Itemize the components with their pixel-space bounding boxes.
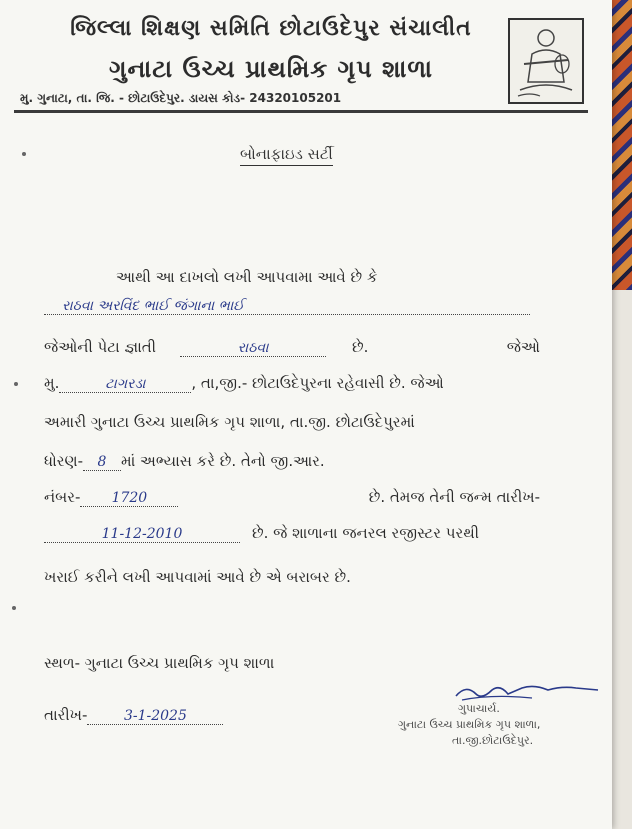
header-address: મુ. ગુનાટા, તા. જિ. - છોટાઉદેપુર. ડાયસ કોડ- 24320105201 (20, 91, 342, 105)
body-line-dob (44, 524, 540, 543)
village-suffix: , તા,જી.- છોટાઉદેપુરના રહેવાસી છે. જેઓ (191, 374, 444, 392)
header-committee: જિલ્લા શિક્ષણ સમિતિ છોટાઉદેપુર સંચાલીત (70, 16, 472, 41)
caste-line-end: જેઓ (506, 338, 540, 356)
caste-suffix: છે. (352, 338, 369, 356)
certificate-title: બોનાફાઇડ સર્ટી (240, 145, 333, 166)
standard-label: ધોરણ- (44, 452, 83, 470)
dob-suffix: છે. જે શાળાના જનરલ રજીસ્ટર પરથી (252, 524, 480, 542)
body-line-caste (44, 338, 540, 357)
paper-speck (12, 606, 16, 610)
body-line-intro (44, 268, 540, 286)
paper-speck (14, 382, 18, 386)
paper-speck (22, 152, 26, 156)
header-divider (14, 110, 588, 113)
caste-label: જેઓની પેટા જ્ઞાતી (44, 338, 157, 356)
standard-suffix: માં અભ્યાસ કરે છે. તેનો જી.આર. (121, 452, 325, 470)
village-value: ટાગરડા (59, 376, 191, 393)
body-line-name (44, 298, 540, 315)
dob-value: 11-12-2010 (44, 526, 240, 543)
closing-text: ખરાઈ કરીને લખી આપવામાં આવે છે એ બરાબર છે. (44, 568, 351, 586)
body-line-closing (44, 568, 540, 586)
intro-text: આથી આ દાખલો લખી આપવામા આવે છે કે (116, 268, 378, 286)
signature-school: ગુનાટા ઉચ્ચ પ્રાથમિક ગૃપ શાળા, (398, 718, 541, 731)
saraswati-logo (508, 18, 584, 104)
body-line-gr (44, 488, 540, 507)
header-school-name: ગુનાટા ઉચ્ચ પ્રાથમિક ગૃપ શાળા (108, 55, 433, 83)
saraswati-logo-icon (510, 20, 582, 102)
body-line-school (44, 413, 540, 431)
standard-value: 8 (83, 454, 121, 471)
school-text: અમારી ગુનાટા ઉચ્ચ પ્રાથમિક ગૃપ શાળા, તા.જી. છોટાઉદેપુરમાં (44, 413, 415, 431)
student-name-value: રાઠવા અરવિંદ ભાઈ જંગાના ભાઈ (44, 298, 530, 315)
place-line: સ્થળ- ગુનાટા ઉચ્ચ પ્રાથમિક ગૃપ શાળા (44, 654, 275, 672)
gr-suffix: છે. તેમજ તેની જન્મ તારીખ- (368, 488, 540, 506)
gr-label: નંબર- (44, 488, 81, 506)
body-line-village (44, 374, 540, 393)
date-label: તારીખ- (44, 706, 88, 724)
caste-value: રાઠવા (180, 340, 326, 357)
principal-title: ગુપાચાર્ય. (458, 702, 500, 715)
signature-taluka: તા.જી.છોટાઉદેપુર. (452, 734, 534, 747)
date-value: 3-1-2025 (87, 708, 223, 725)
body-line-standard (44, 452, 540, 471)
village-label: મુ. (44, 374, 60, 392)
date-line (44, 706, 223, 725)
principal-signature (452, 680, 602, 704)
gr-number-value: 1720 (80, 490, 178, 507)
